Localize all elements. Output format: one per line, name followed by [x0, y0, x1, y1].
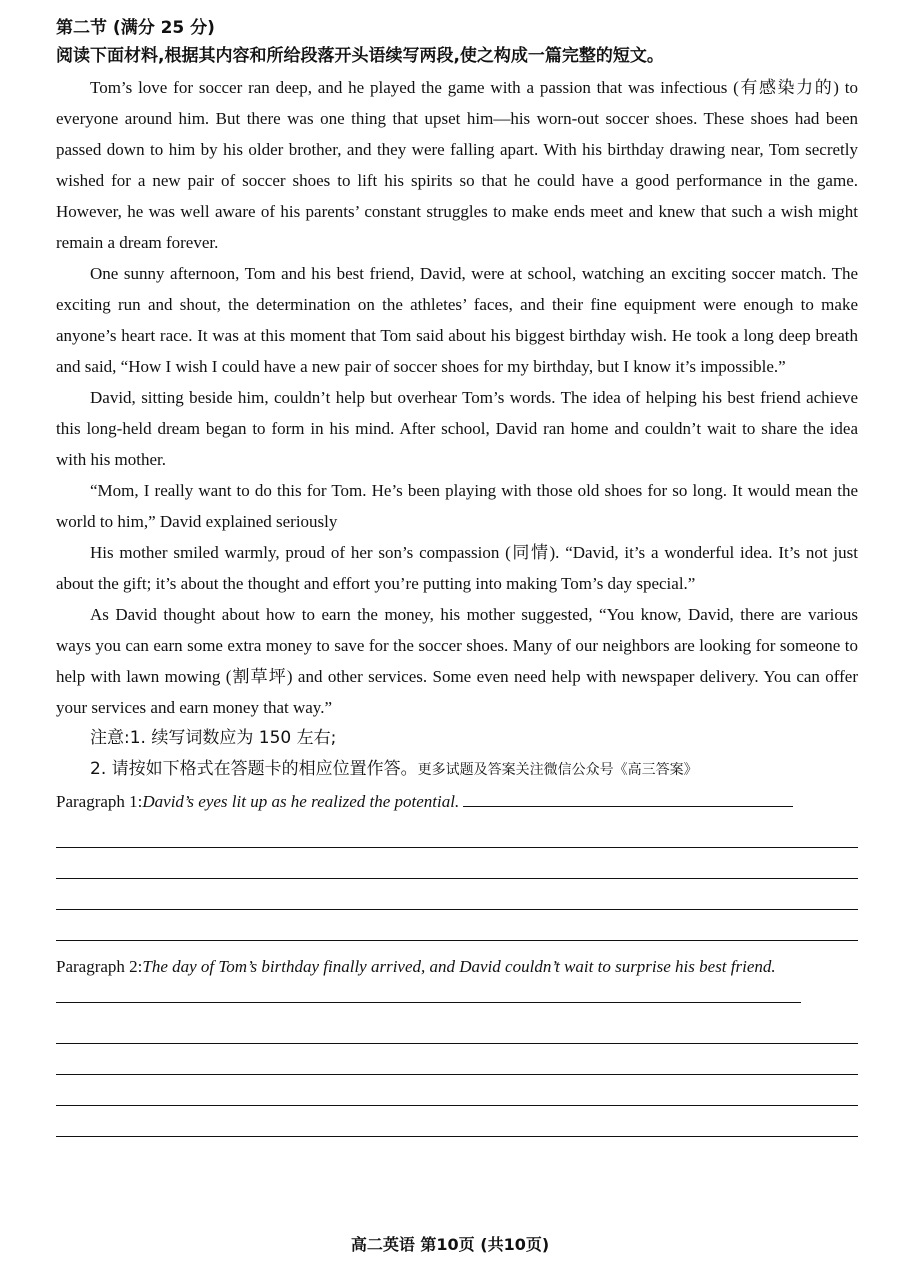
note-format — [56, 754, 858, 786]
section-heading: 第二节 (满分 25 分) — [56, 18, 215, 38]
note-format-text: 2. 请按如下格式在答题卡的相应位置作答。 — [90, 759, 418, 779]
note-word-count: 注意:1. 续写词数应为 150 左右; — [90, 728, 337, 748]
paragraph-2-prompt — [56, 951, 858, 1013]
note-extra-text: 更多试题及答案关注微信公众号《高三答案》 — [417, 762, 698, 778]
writing-line[interactable] — [56, 984, 801, 1003]
writing-line[interactable] — [56, 848, 858, 879]
story-paragraph-1: Tom’s love for soccer ran deep, and he played the game with a passion that was infectious (有感染力的) to everyone around him. But there was one thing that upset him—his worn-out soccer shoes. These shoes had been passed down to him by his older brother, and they were falling apart. With his birthday drawing near, Tom secretly wished for a new pair of soccer shoes to lift his spirits so that he could have a good performance in the game. However, he was well aware of his parents’ constant struggles to make ends meet and knew that such a wish might remain a dream forever. — [56, 78, 858, 252]
story-paragraph-2: One sunny afternoon, Tom and his best friend, David, were at school, watching an exciting soccer match. The exciting run and shout, the determination on the athletes’ faces, and their fine equipment were enough to make anyone’s heart race. It was at this moment that Tom said about his biggest birthday wish. He took a long deep breath and said, “How I wish I could have a new pair of soccer shoes for my birthday, but I know it’s impossible.” — [56, 264, 858, 376]
paragraph-2-opening: The day of Tom’s birthday finally arrived, and David couldn’t wait to surprise his best friend. — [142, 957, 776, 976]
paragraph-1-prompt — [56, 786, 858, 817]
paragraph-1-label: Paragraph 1: — [56, 792, 143, 811]
writing-line[interactable] — [56, 879, 858, 910]
exam-page — [56, 14, 858, 1137]
writing-line[interactable] — [56, 910, 858, 941]
story-paragraph-4: “Mom, I really want to do this for Tom. He’s been playing with those old shoes for so long. It would mean the world to him,” David explained seriously — [56, 481, 858, 531]
writing-line[interactable] — [56, 1075, 858, 1106]
paragraph-2-label: Paragraph 2: — [56, 957, 143, 976]
answer-paragraph-1 — [56, 786, 858, 941]
paragraph-1-opening: David’s eyes lit up as he realized the potential. — [142, 792, 460, 811]
writing-line[interactable] — [56, 1106, 858, 1137]
writing-line[interactable] — [56, 817, 858, 848]
page-footer: 高二英语 第10页 (共10页) — [350, 1235, 550, 1254]
story-paragraph-5: His mother smiled warmly, proud of her son’s compassion (同情). “David, it’s a wonderful idea. It’s not just about the gift; it’s about the thought and effort you’re putting into making Tom’s day special.” — [56, 543, 858, 593]
writing-line[interactable] — [56, 1044, 858, 1075]
story-paragraph-3: David, sitting beside him, couldn’t help but overhear Tom’s words. The idea of helping his best friend achieve this long-held dream began to form in his mind. After school, David ran home and couldn’t wait to share the idea with his mother. — [56, 388, 858, 469]
writing-line[interactable] — [463, 788, 793, 807]
section-instruction: 阅读下面材料,根据其内容和所给段落开头语续写两段,使之构成一篇完整的短文。 — [56, 46, 664, 66]
writing-line[interactable] — [56, 1013, 858, 1044]
story-text — [56, 72, 858, 723]
answer-paragraph-2 — [56, 951, 858, 1137]
story-paragraph-6: As David thought about how to earn the money, his mother suggested, “You know, David, there are various ways you can earn some extra money to save for the soccer shoes. Many of our neighbors are looking for someone to help with lawn mowing (割草坪) and other services. Some even need help with newspaper delivery. You can offer your services and earn money that way.” — [56, 605, 858, 717]
